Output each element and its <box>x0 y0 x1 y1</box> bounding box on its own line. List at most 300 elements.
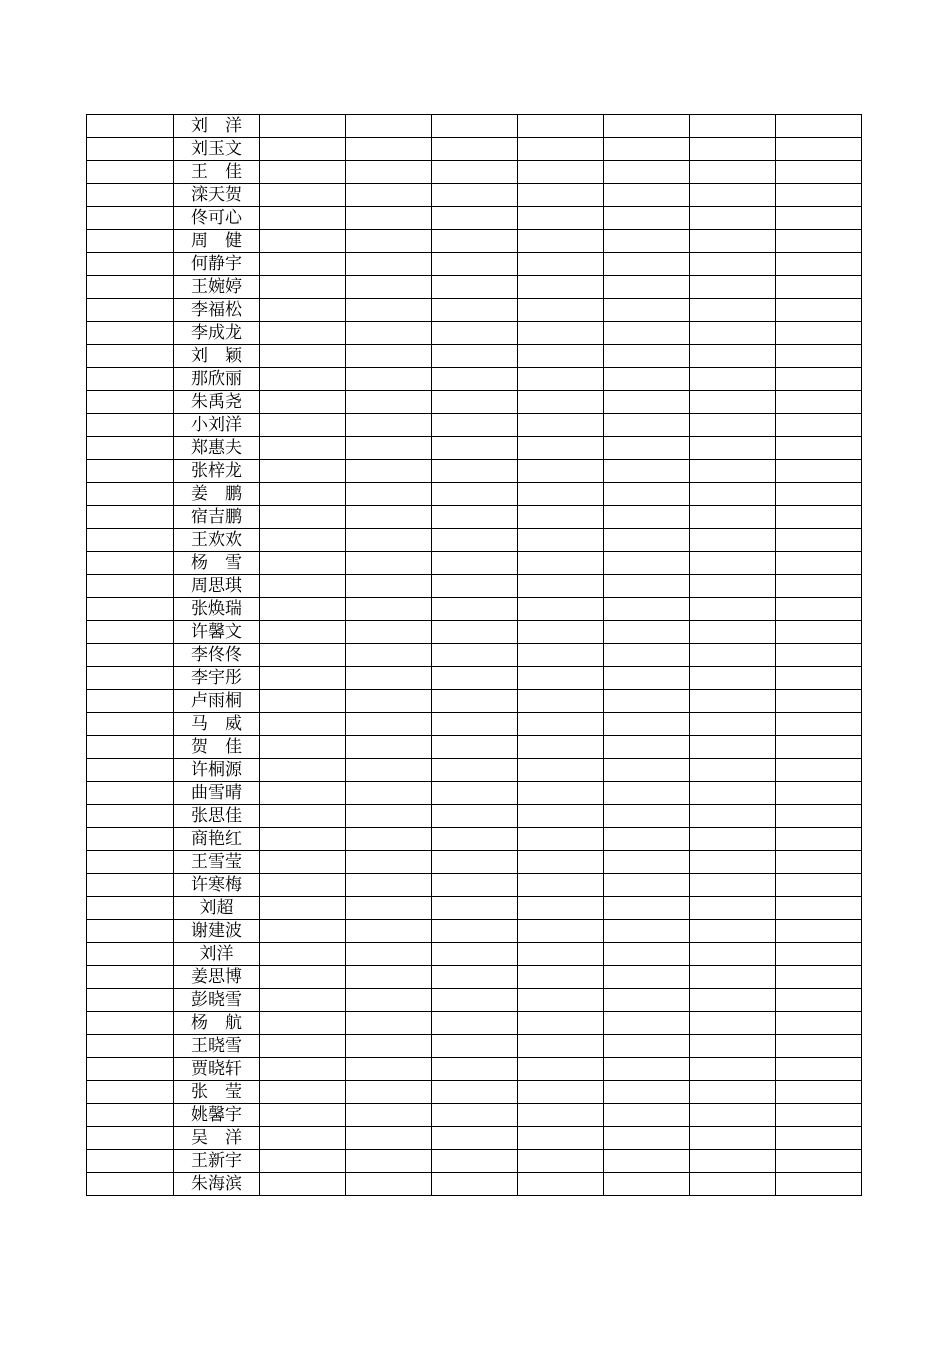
empty-cell[interactable] <box>260 920 346 943</box>
empty-cell[interactable] <box>87 391 174 414</box>
empty-cell[interactable] <box>690 299 776 322</box>
empty-cell[interactable] <box>776 736 862 759</box>
empty-cell[interactable] <box>260 851 346 874</box>
empty-cell[interactable] <box>346 828 432 851</box>
empty-cell[interactable] <box>432 345 518 368</box>
empty-cell[interactable] <box>604 276 690 299</box>
empty-cell[interactable] <box>776 483 862 506</box>
empty-cell[interactable] <box>260 368 346 391</box>
empty-cell[interactable] <box>518 368 604 391</box>
empty-cell[interactable] <box>604 345 690 368</box>
empty-cell[interactable] <box>432 989 518 1012</box>
empty-cell[interactable] <box>776 782 862 805</box>
empty-cell[interactable] <box>604 897 690 920</box>
empty-cell[interactable] <box>776 161 862 184</box>
student-name-cell[interactable]: 朱海滨 <box>174 1173 260 1196</box>
empty-cell[interactable] <box>776 943 862 966</box>
empty-cell[interactable] <box>690 1012 776 1035</box>
empty-cell[interactable] <box>604 368 690 391</box>
empty-cell[interactable] <box>604 989 690 1012</box>
empty-cell[interactable] <box>87 368 174 391</box>
empty-cell[interactable] <box>604 1081 690 1104</box>
empty-cell[interactable] <box>518 483 604 506</box>
empty-cell[interactable] <box>346 138 432 161</box>
student-name-cell[interactable]: 张梓龙 <box>174 460 260 483</box>
empty-cell[interactable] <box>518 1081 604 1104</box>
student-name-cell[interactable]: 许桐源 <box>174 759 260 782</box>
empty-cell[interactable] <box>690 552 776 575</box>
empty-cell[interactable] <box>346 874 432 897</box>
empty-cell[interactable] <box>346 506 432 529</box>
empty-cell[interactable] <box>518 598 604 621</box>
empty-cell[interactable] <box>690 874 776 897</box>
empty-cell[interactable] <box>690 437 776 460</box>
empty-cell[interactable] <box>87 460 174 483</box>
empty-cell[interactable] <box>776 575 862 598</box>
empty-cell[interactable] <box>346 943 432 966</box>
empty-cell[interactable] <box>87 874 174 897</box>
empty-cell[interactable] <box>776 138 862 161</box>
empty-cell[interactable] <box>432 644 518 667</box>
empty-cell[interactable] <box>518 506 604 529</box>
empty-cell[interactable] <box>346 759 432 782</box>
empty-cell[interactable] <box>260 276 346 299</box>
empty-cell[interactable] <box>518 161 604 184</box>
empty-cell[interactable] <box>432 1150 518 1173</box>
empty-cell[interactable] <box>432 460 518 483</box>
empty-cell[interactable] <box>87 897 174 920</box>
empty-cell[interactable] <box>518 207 604 230</box>
empty-cell[interactable] <box>346 1035 432 1058</box>
empty-cell[interactable] <box>690 621 776 644</box>
empty-cell[interactable] <box>346 1127 432 1150</box>
empty-cell[interactable] <box>604 828 690 851</box>
empty-cell[interactable] <box>260 552 346 575</box>
empty-cell[interactable] <box>776 897 862 920</box>
empty-cell[interactable] <box>260 414 346 437</box>
empty-cell[interactable] <box>260 529 346 552</box>
empty-cell[interactable] <box>518 966 604 989</box>
empty-cell[interactable] <box>260 644 346 667</box>
empty-cell[interactable] <box>604 920 690 943</box>
empty-cell[interactable] <box>346 920 432 943</box>
empty-cell[interactable] <box>87 230 174 253</box>
empty-cell[interactable] <box>260 943 346 966</box>
empty-cell[interactable] <box>604 667 690 690</box>
empty-cell[interactable] <box>518 851 604 874</box>
empty-cell[interactable] <box>432 828 518 851</box>
student-name-cell[interactable]: 杨 航 <box>174 1012 260 1035</box>
empty-cell[interactable] <box>604 506 690 529</box>
empty-cell[interactable] <box>604 1173 690 1196</box>
empty-cell[interactable] <box>260 621 346 644</box>
empty-cell[interactable] <box>690 1173 776 1196</box>
empty-cell[interactable] <box>690 276 776 299</box>
empty-cell[interactable] <box>776 966 862 989</box>
empty-cell[interactable] <box>432 920 518 943</box>
student-name-cell[interactable]: 李福松 <box>174 299 260 322</box>
empty-cell[interactable] <box>260 782 346 805</box>
student-name-cell[interactable]: 李成龙 <box>174 322 260 345</box>
empty-cell[interactable] <box>432 391 518 414</box>
empty-cell[interactable] <box>604 1012 690 1035</box>
empty-cell[interactable] <box>776 621 862 644</box>
empty-cell[interactable] <box>604 1058 690 1081</box>
empty-cell[interactable] <box>346 345 432 368</box>
empty-cell[interactable] <box>346 552 432 575</box>
student-name-cell[interactable]: 许寒梅 <box>174 874 260 897</box>
empty-cell[interactable] <box>260 598 346 621</box>
empty-cell[interactable] <box>518 1104 604 1127</box>
empty-cell[interactable] <box>518 1150 604 1173</box>
student-name-cell[interactable]: 郑惠夫 <box>174 437 260 460</box>
empty-cell[interactable] <box>432 851 518 874</box>
empty-cell[interactable] <box>604 483 690 506</box>
empty-cell[interactable] <box>87 1035 174 1058</box>
empty-cell[interactable] <box>260 828 346 851</box>
empty-cell[interactable] <box>604 621 690 644</box>
empty-cell[interactable] <box>260 391 346 414</box>
empty-cell[interactable] <box>690 713 776 736</box>
empty-cell[interactable] <box>690 253 776 276</box>
empty-cell[interactable] <box>260 736 346 759</box>
empty-cell[interactable] <box>690 805 776 828</box>
empty-cell[interactable] <box>776 368 862 391</box>
empty-cell[interactable] <box>518 874 604 897</box>
empty-cell[interactable] <box>87 828 174 851</box>
empty-cell[interactable] <box>432 1035 518 1058</box>
empty-cell[interactable] <box>518 115 604 138</box>
empty-cell[interactable] <box>518 690 604 713</box>
empty-cell[interactable] <box>690 1058 776 1081</box>
empty-cell[interactable] <box>87 575 174 598</box>
empty-cell[interactable] <box>346 368 432 391</box>
empty-cell[interactable] <box>260 184 346 207</box>
empty-cell[interactable] <box>604 759 690 782</box>
empty-cell[interactable] <box>87 414 174 437</box>
empty-cell[interactable] <box>87 1058 174 1081</box>
empty-cell[interactable] <box>432 690 518 713</box>
empty-cell[interactable] <box>346 322 432 345</box>
student-name-cell[interactable]: 朱禹尧 <box>174 391 260 414</box>
empty-cell[interactable] <box>690 828 776 851</box>
empty-cell[interactable] <box>776 345 862 368</box>
empty-cell[interactable] <box>604 966 690 989</box>
empty-cell[interactable] <box>776 506 862 529</box>
empty-cell[interactable] <box>346 1150 432 1173</box>
empty-cell[interactable] <box>346 989 432 1012</box>
student-name-cell[interactable]: 宿吉鹏 <box>174 506 260 529</box>
empty-cell[interactable] <box>346 483 432 506</box>
empty-cell[interactable] <box>604 1127 690 1150</box>
empty-cell[interactable] <box>346 276 432 299</box>
empty-cell[interactable] <box>690 920 776 943</box>
empty-cell[interactable] <box>518 414 604 437</box>
student-name-cell[interactable]: 王欢欢 <box>174 529 260 552</box>
empty-cell[interactable] <box>776 1081 862 1104</box>
empty-cell[interactable] <box>346 414 432 437</box>
empty-cell[interactable] <box>690 161 776 184</box>
empty-cell[interactable] <box>776 414 862 437</box>
empty-cell[interactable] <box>690 483 776 506</box>
empty-cell[interactable] <box>260 966 346 989</box>
empty-cell[interactable] <box>87 506 174 529</box>
student-name-cell[interactable]: 小刘洋 <box>174 414 260 437</box>
empty-cell[interactable] <box>690 1127 776 1150</box>
student-name-cell[interactable]: 张思佳 <box>174 805 260 828</box>
empty-cell[interactable] <box>346 253 432 276</box>
empty-cell[interactable] <box>432 437 518 460</box>
empty-cell[interactable] <box>260 138 346 161</box>
empty-cell[interactable] <box>87 644 174 667</box>
empty-cell[interactable] <box>690 138 776 161</box>
empty-cell[interactable] <box>87 759 174 782</box>
empty-cell[interactable] <box>518 299 604 322</box>
empty-cell[interactable] <box>604 782 690 805</box>
empty-cell[interactable] <box>432 575 518 598</box>
empty-cell[interactable] <box>346 529 432 552</box>
empty-cell[interactable] <box>346 1012 432 1035</box>
student-name-cell[interactable]: 张 莹 <box>174 1081 260 1104</box>
empty-cell[interactable] <box>432 943 518 966</box>
empty-cell[interactable] <box>432 276 518 299</box>
empty-cell[interactable] <box>87 138 174 161</box>
empty-cell[interactable] <box>518 805 604 828</box>
empty-cell[interactable] <box>690 230 776 253</box>
empty-cell[interactable] <box>776 1035 862 1058</box>
empty-cell[interactable] <box>690 690 776 713</box>
empty-cell[interactable] <box>346 460 432 483</box>
empty-cell[interactable] <box>604 598 690 621</box>
empty-cell[interactable] <box>432 667 518 690</box>
empty-cell[interactable] <box>776 529 862 552</box>
empty-cell[interactable] <box>432 506 518 529</box>
empty-cell[interactable] <box>604 460 690 483</box>
empty-cell[interactable] <box>604 690 690 713</box>
empty-cell[interactable] <box>690 989 776 1012</box>
empty-cell[interactable] <box>87 1012 174 1035</box>
empty-cell[interactable] <box>346 575 432 598</box>
empty-cell[interactable] <box>776 989 862 1012</box>
student-name-cell[interactable]: 姚馨宇 <box>174 1104 260 1127</box>
student-name-cell[interactable]: 商艳红 <box>174 828 260 851</box>
empty-cell[interactable] <box>518 391 604 414</box>
empty-cell[interactable] <box>518 460 604 483</box>
empty-cell[interactable] <box>346 713 432 736</box>
empty-cell[interactable] <box>432 805 518 828</box>
empty-cell[interactable] <box>260 1150 346 1173</box>
empty-cell[interactable] <box>87 920 174 943</box>
empty-cell[interactable] <box>604 552 690 575</box>
empty-cell[interactable] <box>87 1127 174 1150</box>
empty-cell[interactable] <box>87 253 174 276</box>
empty-cell[interactable] <box>518 529 604 552</box>
student-name-cell[interactable]: 王新宇 <box>174 1150 260 1173</box>
empty-cell[interactable] <box>518 253 604 276</box>
empty-cell[interactable] <box>260 506 346 529</box>
empty-cell[interactable] <box>260 1012 346 1035</box>
empty-cell[interactable] <box>346 736 432 759</box>
empty-cell[interactable] <box>604 713 690 736</box>
empty-cell[interactable] <box>87 598 174 621</box>
empty-cell[interactable] <box>604 851 690 874</box>
empty-cell[interactable] <box>776 805 862 828</box>
student-name-cell[interactable]: 张焕瑞 <box>174 598 260 621</box>
empty-cell[interactable] <box>604 253 690 276</box>
student-name-cell[interactable]: 谢建波 <box>174 920 260 943</box>
empty-cell[interactable] <box>260 897 346 920</box>
student-name-cell[interactable]: 刘 洋 <box>174 115 260 138</box>
empty-cell[interactable] <box>87 299 174 322</box>
empty-cell[interactable] <box>518 736 604 759</box>
empty-cell[interactable] <box>432 161 518 184</box>
empty-cell[interactable] <box>87 1104 174 1127</box>
empty-cell[interactable] <box>776 184 862 207</box>
empty-cell[interactable] <box>604 575 690 598</box>
empty-cell[interactable] <box>690 736 776 759</box>
empty-cell[interactable] <box>87 552 174 575</box>
empty-cell[interactable] <box>260 230 346 253</box>
empty-cell[interactable] <box>87 851 174 874</box>
empty-cell[interactable] <box>346 207 432 230</box>
empty-cell[interactable] <box>690 529 776 552</box>
empty-cell[interactable] <box>432 115 518 138</box>
empty-cell[interactable] <box>260 1035 346 1058</box>
student-name-cell[interactable]: 李佟佟 <box>174 644 260 667</box>
empty-cell[interactable] <box>518 667 604 690</box>
empty-cell[interactable] <box>432 1173 518 1196</box>
empty-cell[interactable] <box>346 598 432 621</box>
empty-cell[interactable] <box>87 322 174 345</box>
empty-cell[interactable] <box>690 322 776 345</box>
empty-cell[interactable] <box>776 828 862 851</box>
student-name-cell[interactable]: 佟可心 <box>174 207 260 230</box>
empty-cell[interactable] <box>690 575 776 598</box>
empty-cell[interactable] <box>87 345 174 368</box>
empty-cell[interactable] <box>346 161 432 184</box>
empty-cell[interactable] <box>604 115 690 138</box>
empty-cell[interactable] <box>346 1104 432 1127</box>
empty-cell[interactable] <box>690 667 776 690</box>
empty-cell[interactable] <box>432 483 518 506</box>
empty-cell[interactable] <box>260 575 346 598</box>
empty-cell[interactable] <box>260 1104 346 1127</box>
empty-cell[interactable] <box>690 897 776 920</box>
empty-cell[interactable] <box>87 184 174 207</box>
empty-cell[interactable] <box>776 552 862 575</box>
empty-cell[interactable] <box>776 598 862 621</box>
empty-cell[interactable] <box>346 1058 432 1081</box>
empty-cell[interactable] <box>260 1127 346 1150</box>
empty-cell[interactable] <box>776 851 862 874</box>
student-name-cell[interactable]: 刘洋 <box>174 943 260 966</box>
empty-cell[interactable] <box>690 184 776 207</box>
student-name-cell[interactable]: 马 威 <box>174 713 260 736</box>
empty-cell[interactable] <box>260 345 346 368</box>
empty-cell[interactable] <box>518 1173 604 1196</box>
empty-cell[interactable] <box>604 138 690 161</box>
empty-cell[interactable] <box>604 736 690 759</box>
empty-cell[interactable] <box>87 115 174 138</box>
empty-cell[interactable] <box>690 1104 776 1127</box>
empty-cell[interactable] <box>87 667 174 690</box>
student-name-cell[interactable]: 滦天贺 <box>174 184 260 207</box>
empty-cell[interactable] <box>604 230 690 253</box>
empty-cell[interactable] <box>346 184 432 207</box>
empty-cell[interactable] <box>604 1104 690 1127</box>
empty-cell[interactable] <box>518 437 604 460</box>
empty-cell[interactable] <box>776 874 862 897</box>
empty-cell[interactable] <box>260 299 346 322</box>
empty-cell[interactable] <box>432 253 518 276</box>
empty-cell[interactable] <box>87 989 174 1012</box>
student-name-cell[interactable]: 卢雨桐 <box>174 690 260 713</box>
student-name-cell[interactable]: 王婉婷 <box>174 276 260 299</box>
empty-cell[interactable] <box>260 253 346 276</box>
empty-cell[interactable] <box>604 529 690 552</box>
student-name-cell[interactable]: 那欣丽 <box>174 368 260 391</box>
empty-cell[interactable] <box>87 276 174 299</box>
empty-cell[interactable] <box>346 621 432 644</box>
empty-cell[interactable] <box>432 322 518 345</box>
empty-cell[interactable] <box>260 1081 346 1104</box>
student-name-cell[interactable]: 吴 洋 <box>174 1127 260 1150</box>
empty-cell[interactable] <box>346 115 432 138</box>
empty-cell[interactable] <box>776 667 862 690</box>
empty-cell[interactable] <box>518 1035 604 1058</box>
empty-cell[interactable] <box>604 184 690 207</box>
empty-cell[interactable] <box>518 1058 604 1081</box>
empty-cell[interactable] <box>432 759 518 782</box>
empty-cell[interactable] <box>87 805 174 828</box>
student-name-cell[interactable]: 李宇彤 <box>174 667 260 690</box>
empty-cell[interactable] <box>432 598 518 621</box>
empty-cell[interactable] <box>604 874 690 897</box>
empty-cell[interactable] <box>260 437 346 460</box>
empty-cell[interactable] <box>690 943 776 966</box>
empty-cell[interactable] <box>346 782 432 805</box>
empty-cell[interactable] <box>432 874 518 897</box>
student-name-cell[interactable]: 刘 颖 <box>174 345 260 368</box>
empty-cell[interactable] <box>690 115 776 138</box>
empty-cell[interactable] <box>87 1173 174 1196</box>
empty-cell[interactable] <box>690 598 776 621</box>
empty-cell[interactable] <box>346 644 432 667</box>
empty-cell[interactable] <box>518 828 604 851</box>
empty-cell[interactable] <box>604 207 690 230</box>
empty-cell[interactable] <box>346 1081 432 1104</box>
empty-cell[interactable] <box>432 414 518 437</box>
empty-cell[interactable] <box>604 322 690 345</box>
empty-cell[interactable] <box>776 253 862 276</box>
empty-cell[interactable] <box>518 575 604 598</box>
empty-cell[interactable] <box>260 483 346 506</box>
empty-cell[interactable] <box>260 115 346 138</box>
empty-cell[interactable] <box>346 230 432 253</box>
empty-cell[interactable] <box>87 621 174 644</box>
empty-cell[interactable] <box>432 368 518 391</box>
empty-cell[interactable] <box>776 391 862 414</box>
empty-cell[interactable] <box>346 391 432 414</box>
empty-cell[interactable] <box>776 690 862 713</box>
empty-cell[interactable] <box>690 391 776 414</box>
empty-cell[interactable] <box>518 552 604 575</box>
student-name-cell[interactable]: 王 佳 <box>174 161 260 184</box>
empty-cell[interactable] <box>432 138 518 161</box>
empty-cell[interactable] <box>432 966 518 989</box>
empty-cell[interactable] <box>87 161 174 184</box>
empty-cell[interactable] <box>690 460 776 483</box>
